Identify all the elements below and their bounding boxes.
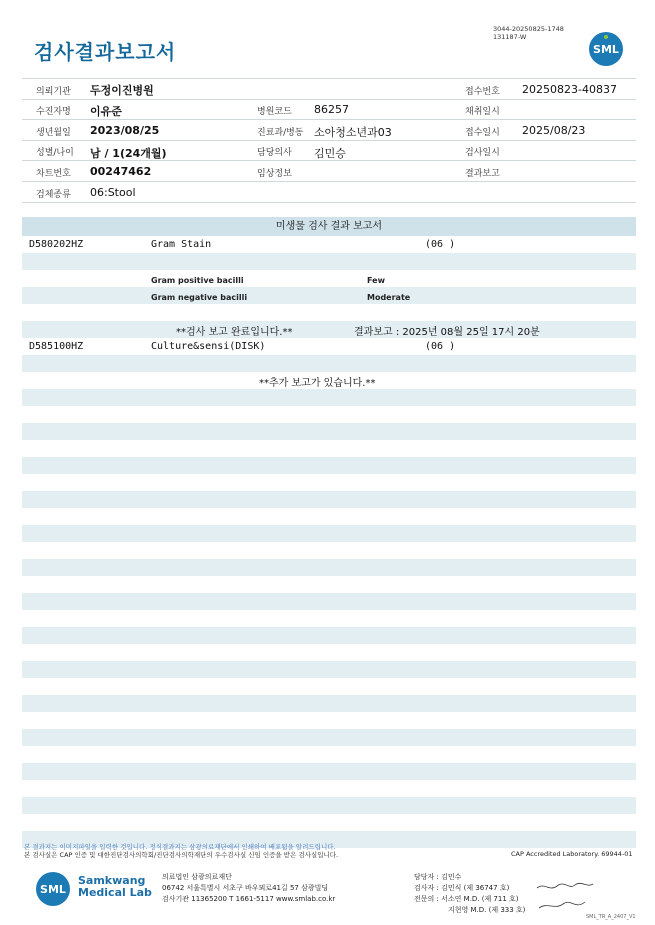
test2-spec: (06 ): [425, 341, 456, 352]
chart-no-label: 차트번호: [36, 169, 71, 179]
receipt-date-value: 2025/08/23: [522, 124, 586, 137]
dept-value: 소아청소년과03: [314, 126, 392, 139]
band: [22, 525, 636, 542]
page-title: 검사결과보고서: [34, 40, 177, 64]
receipt-no-label: 접수번호: [465, 87, 500, 97]
receipt-no-value: 20250823-40837: [522, 83, 617, 96]
section-title: 미생물 검사 결과 보고서: [22, 217, 636, 236]
ref-line-2: 131187-W: [493, 33, 527, 41]
gram-positive-label: Gram positive bacilli: [151, 276, 244, 285]
divider: [22, 78, 636, 79]
org-contact: 검사기관 11365200 T 1661-5117 www.smlab.co.kr: [162, 895, 336, 903]
divider: [22, 181, 636, 182]
band: [22, 593, 636, 610]
band: [22, 423, 636, 440]
test2-name: Culture&sensi(DISK): [151, 341, 266, 352]
band: [22, 389, 636, 406]
divider: [22, 119, 636, 120]
staff-specialist-2: 지현영 M.D. (제 333 호): [448, 906, 526, 914]
hospital-label: 의뢰기관: [36, 87, 71, 97]
test1-code: D580202HZ: [29, 239, 84, 250]
clinical-label: 임상정보: [257, 169, 292, 179]
band: [22, 763, 636, 780]
patient-label: 수진자명: [36, 107, 71, 117]
hospital-code-label: 병원코드: [257, 107, 292, 117]
brand-name: [78, 875, 152, 899]
org-address: 06742 서울특별시 서초구 바우뫼로41길 57 삼광빌딩: [162, 884, 329, 892]
specimen-label: 검체종류: [36, 190, 71, 200]
logo-text: SML: [593, 42, 619, 56]
hospital-value: 두정이진병원: [90, 84, 154, 97]
dept-label: 진료과/병동: [257, 128, 304, 138]
receipt-date-label: 접수일시: [465, 128, 500, 138]
brand-line-2: Medical Lab: [78, 886, 152, 899]
ref-line-1: 3044-20250825-1748: [493, 25, 564, 33]
band: [22, 253, 636, 270]
complete-message: **검사 보고 완료입니다.**: [176, 327, 293, 338]
test1-spec: (06 ): [425, 239, 456, 250]
doctor-label: 담당의사: [257, 148, 292, 158]
gram-negative-label: Gram negative bacilli: [151, 293, 248, 302]
staff-manager: 담당자 : 김민수: [414, 873, 462, 881]
patient-value: 이유준: [90, 105, 122, 118]
signature-icon: [535, 880, 595, 916]
brand-line-1: Samkwang: [78, 874, 146, 887]
sex-age-value: 남 / 1(24개월): [90, 147, 167, 160]
form-code: SML_TR_A_2407_V1: [586, 914, 636, 920]
birth-label: 생년월일: [36, 128, 71, 138]
hospital-code-value: 86257: [314, 103, 349, 116]
test1-name: Gram Stain: [151, 239, 212, 250]
chart-no-value: 00247462: [90, 165, 152, 178]
test-date-label: 검사일시: [465, 148, 500, 158]
cap-accreditation: CAP Accredited Laboratory. 69944-01: [511, 850, 633, 858]
band: [22, 729, 636, 746]
divider: [22, 140, 636, 141]
staff-specialist-1: 전문의 : 서소연 M.D. (제 711 호): [414, 895, 519, 903]
divider: [22, 99, 636, 100]
more-report-message: **추가 보고가 있습니다.**: [259, 378, 376, 389]
band: [22, 321, 636, 338]
divider: [22, 202, 636, 203]
birth-value: 2023/08/25: [90, 124, 160, 137]
staff-tester: 검사자 : 김민식 (제 36747 호): [414, 884, 510, 892]
band: [22, 491, 636, 508]
specimen-value: 06:Stool: [90, 186, 136, 199]
band: [22, 355, 636, 372]
result-time: 결과보고 : 2025년 08월 25일 17시 20분: [354, 327, 540, 338]
report-label: 결과보고: [465, 169, 500, 179]
band: [22, 695, 636, 712]
band: [22, 559, 636, 576]
band: [22, 627, 636, 644]
notice-accreditation: 본 검사실은 CAP 인증 및 대한진단검사의학회/진단검사의학재단의 우수검사실 신임 인증을 받은 검사실입니다.: [24, 851, 339, 859]
doctor-value: 김민승: [314, 147, 346, 160]
sex-age-label: 성별/나이: [36, 148, 74, 158]
band: [22, 661, 636, 678]
sml-logo-icon: [589, 32, 623, 66]
collect-date-label: 채취일시: [465, 107, 500, 117]
sml-logo-icon: SML: [36, 872, 70, 906]
test2-code: D585100HZ: [29, 341, 84, 352]
notice-image-copy: 본 결과지는 이미지파일을 입력한 것입니다. 정식결과지는 삼광의료재단에서 인쇄하여 배포됨을 알려드립니다.: [24, 843, 336, 851]
band: [22, 797, 636, 814]
band: [22, 287, 636, 304]
gram-positive-value: Few: [367, 276, 385, 285]
org-name: 의료법인 삼광의료재단: [162, 873, 232, 881]
reference-number: [493, 25, 564, 41]
gram-negative-value: Moderate: [367, 293, 411, 302]
band: [22, 457, 636, 474]
